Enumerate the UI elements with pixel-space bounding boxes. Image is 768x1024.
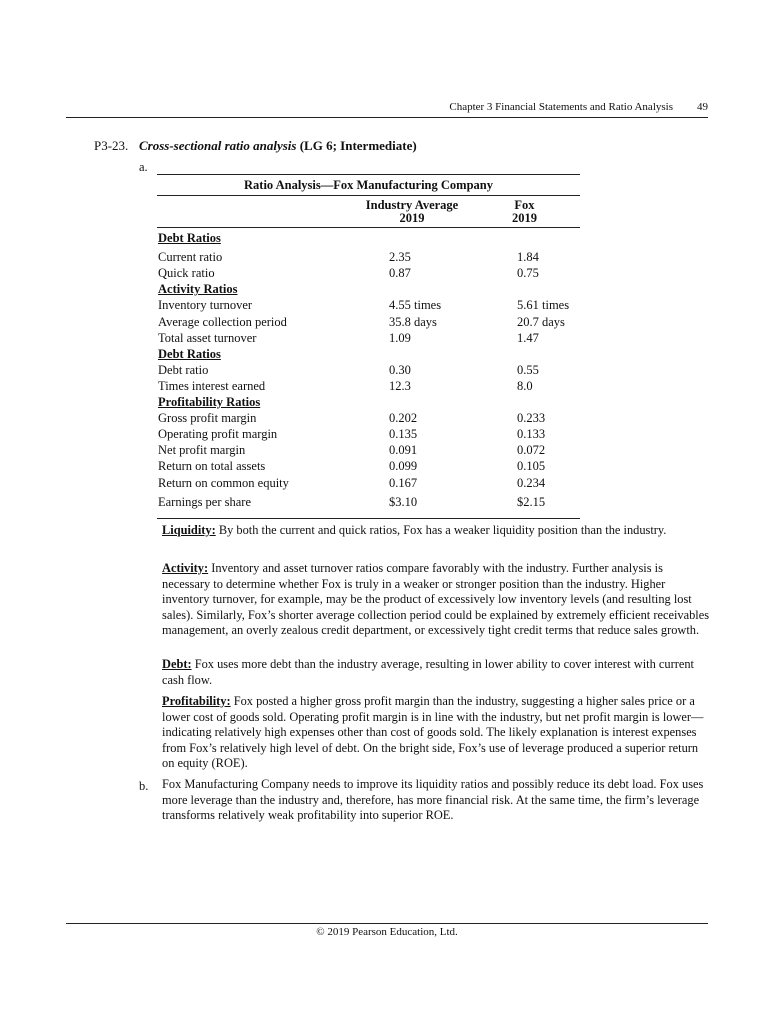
activity-label: Activity: xyxy=(162,561,209,575)
col-fox-year: 2019 xyxy=(512,211,537,225)
page-number: 49 xyxy=(697,101,708,113)
industry-value: 0.167 xyxy=(389,475,418,490)
fox-value: 5.61 times xyxy=(517,298,570,313)
footer-copyright: © 2019 Pearson Education, Ltd. xyxy=(316,926,458,938)
row-label: Debt ratio xyxy=(158,362,209,377)
industry-value: 35.8 days xyxy=(389,314,437,329)
fox-value: 0.233 xyxy=(517,411,546,426)
section-title: Profitability Ratios xyxy=(158,395,261,409)
table-section-heading xyxy=(157,281,580,297)
col-industry-header xyxy=(357,199,467,225)
col-industry-year: 2019 xyxy=(399,211,425,225)
table-row xyxy=(157,362,580,378)
row-label: Current ratio xyxy=(158,250,223,265)
debt-text: Fox uses more debt than the industry average, resulting in lower ability to cover interest with current cash flow. xyxy=(162,657,694,687)
table-section-heading xyxy=(157,394,580,410)
liquidity-paragraph xyxy=(162,523,710,539)
table-row xyxy=(157,265,580,281)
row-label: Net profit margin xyxy=(158,443,246,458)
industry-value: 4.55 times xyxy=(389,298,442,313)
fox-value: $2.15 xyxy=(517,494,546,509)
fox-value: 0.133 xyxy=(517,427,546,442)
industry-value: 12.3 xyxy=(389,378,411,393)
liquidity-label: Liquidity: xyxy=(162,523,216,537)
chapter-title: Chapter 3 Financial Statements and Ratio Analysis xyxy=(449,101,673,113)
part-b-paragraph: Fox Manufacturing Company needs to improve its liquidity ratios and possibly reduce its debt load. Fox uses more leverage than the industry and, therefore, has more financial risk. At the same time, the firm’s leverage transforms relatively weak profitability into superior ROE. xyxy=(162,777,704,823)
row-label: Total asset turnover xyxy=(158,330,257,345)
row-label: Quick ratio xyxy=(158,266,215,281)
problem-title: Cross-sectional ratio analysis xyxy=(139,138,297,153)
liquidity-text: By both the current and quick ratios, Fox has a weaker liquidity position than the industry. xyxy=(215,523,667,537)
debt-label: Debt: xyxy=(162,657,192,671)
col-fox-header xyxy=(477,199,572,225)
row-label: Inventory turnover xyxy=(158,298,253,313)
part-b-label: b. xyxy=(139,779,149,793)
part-a-label: a. xyxy=(139,160,148,174)
fox-value: 1.84 xyxy=(517,250,539,265)
activity-paragraph xyxy=(162,561,710,639)
table-row xyxy=(157,314,580,330)
table-row xyxy=(157,494,580,510)
industry-value: 2.35 xyxy=(389,250,411,265)
table-column-headers xyxy=(157,196,580,227)
debt-paragraph xyxy=(162,657,710,688)
table-section-heading xyxy=(157,230,580,246)
row-label: Return on common equity xyxy=(158,475,289,490)
table-row xyxy=(157,475,580,491)
problem-learning-goal: (LG 6; Intermediate) xyxy=(299,138,417,153)
table-section-heading xyxy=(157,346,580,362)
table-row xyxy=(157,426,580,442)
running-header xyxy=(66,101,708,118)
row-label: Earnings per share xyxy=(158,494,252,509)
table-row xyxy=(157,249,580,265)
ratio-table xyxy=(157,174,580,519)
row-label: Gross profit margin xyxy=(158,411,257,426)
table-row xyxy=(157,330,580,346)
table-row xyxy=(157,442,580,458)
fox-value: 0.55 xyxy=(517,362,539,377)
table-row xyxy=(157,378,580,394)
industry-value: 0.87 xyxy=(389,266,411,281)
activity-text: Inventory and asset turnover ratios compare favorably with the industry. Further analysis is necessary to determine whether Fox is truly in a weaker or stronger position than the industry. Higher inventory turnover, for example, may be the product of excessively low inventory levels (and resulting lost sales). Similarly, Fox’s shorter average collection period could be explained by extremely efficient receivables management, an overly zealous credit department, or excessively tight credit terms that reduce sales growth. xyxy=(162,561,710,638)
table-row xyxy=(157,458,580,474)
fox-value: 0.072 xyxy=(517,443,546,458)
profitability-paragraph xyxy=(162,694,710,772)
section-title: Activity Ratios xyxy=(158,282,238,297)
col-industry-label: Industry Average xyxy=(365,198,459,212)
fox-value: 8.0 xyxy=(517,378,533,393)
table-body xyxy=(157,228,580,518)
footer-rule xyxy=(66,923,708,924)
row-label: Times interest earned xyxy=(158,378,266,393)
industry-value: 0.202 xyxy=(389,411,418,426)
industry-value: 0.30 xyxy=(389,362,411,377)
col-fox-label: Fox xyxy=(514,198,535,212)
table-caption: Ratio Analysis—Fox Manufacturing Company xyxy=(244,178,493,192)
industry-value: 0.135 xyxy=(389,427,418,442)
table-row xyxy=(157,410,580,426)
fox-value: 0.105 xyxy=(517,459,546,474)
section-title: Debt Ratios xyxy=(158,346,221,361)
table-bottom-rule xyxy=(157,518,580,519)
industry-value: 0.091 xyxy=(389,443,418,458)
problem-heading xyxy=(94,138,417,154)
profitability-text: Fox posted a higher gross profit margin than the industry, suggesting a higher sales price or a lower cost of goods sold. Operating profit margin is in line with the industry, but net profit margin is lower— indicating relatively high expenses other than cost of goods sold. The likely explanation is interest expenses from Fox’s relatively high level of debt. On the bright side, Fox’s use of leverage produced a superior return on equity (ROE). xyxy=(162,694,704,771)
row-label: Return on total assets xyxy=(158,459,266,474)
problem-number: P3-23. xyxy=(94,138,129,153)
section-title: Debt Ratios xyxy=(158,231,221,245)
row-label: Operating profit margin xyxy=(158,427,278,442)
profitability-label: Profitability: xyxy=(162,694,231,708)
row-label: Average collection period xyxy=(158,314,287,329)
fox-value: 20.7 days xyxy=(517,314,565,329)
industry-value: 0.099 xyxy=(389,459,418,474)
table-row xyxy=(157,297,580,313)
industry-value: 1.09 xyxy=(389,330,411,345)
fox-value: 1.47 xyxy=(517,330,539,345)
industry-value: $3.10 xyxy=(389,494,418,509)
fox-value: 0.75 xyxy=(517,266,539,281)
fox-value: 0.234 xyxy=(517,475,546,490)
